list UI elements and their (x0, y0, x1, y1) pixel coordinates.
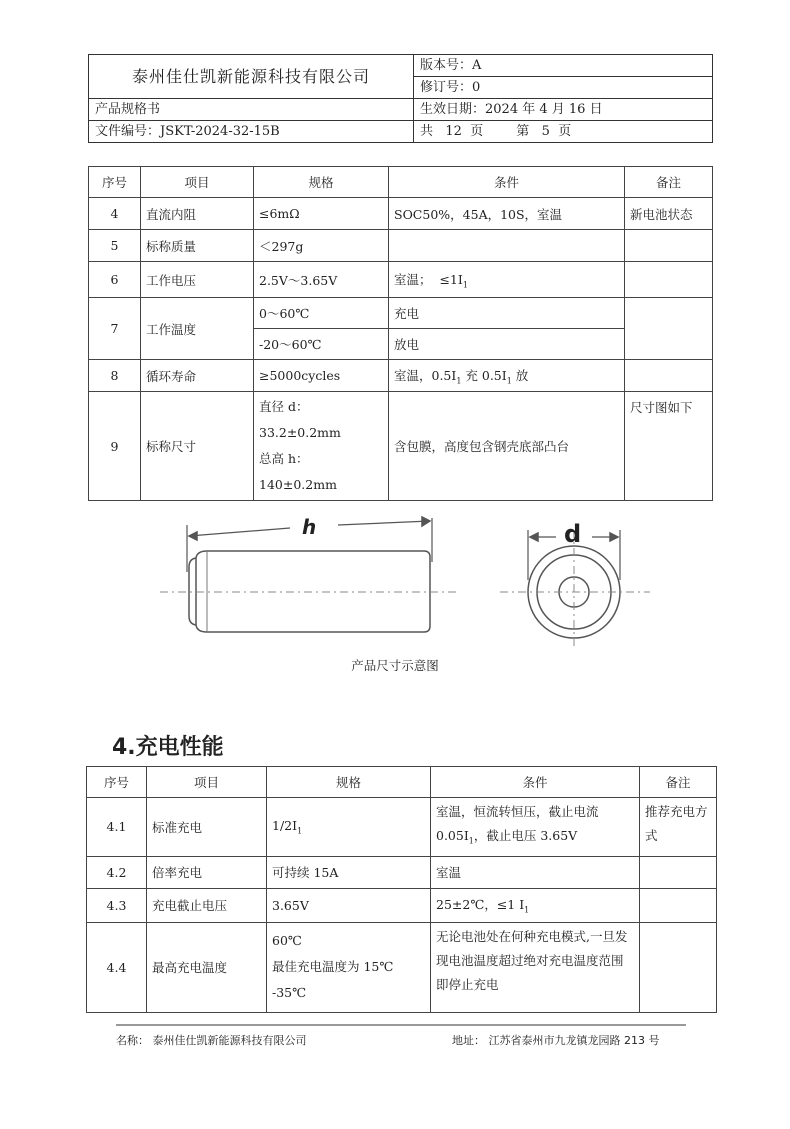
table-header-row (89, 167, 713, 198)
row-item: 最高充电温度 (147, 922, 267, 1012)
row-condition (431, 888, 640, 922)
section-title: 4.充电性能 (112, 735, 224, 760)
table-row (87, 798, 717, 857)
row-condition: 放电 (389, 329, 625, 360)
revision-label: 修订号： (420, 80, 473, 95)
diagram-caption: 产品尺寸示意图 (351, 658, 439, 673)
document-header (88, 54, 713, 143)
header-spec: 规格 (267, 767, 431, 798)
spec-line: 最佳充电温度为 15℃ (272, 959, 394, 974)
effective-label: 生效日期： (420, 102, 486, 117)
version-cell (414, 55, 713, 77)
row-no: 4.3 (87, 888, 147, 922)
row-note (640, 888, 717, 922)
condition-text: ，截止电压 3.65V (473, 828, 578, 843)
header-condition: 条件 (389, 167, 625, 198)
effective-date-cell (414, 99, 713, 121)
table-row (89, 392, 713, 501)
header-note: 备注 (625, 167, 713, 198)
row-spec: ≤6mΩ (254, 198, 389, 230)
condition-line: 室温，恒流转恒压，截止电流 (436, 804, 599, 819)
spec-text: 1/2I (272, 818, 298, 833)
row-note (625, 262, 713, 298)
footer-company: 名称： 泰州佳仕凯新能源科技有限公司 (116, 1034, 307, 1047)
header-item: 项目 (147, 767, 267, 798)
condition-text: 充 0.5I (461, 367, 507, 383)
subscript: 1 (524, 905, 530, 915)
row-condition: 无论电池处在何种充电模式,一旦发现电池温度超过绝对充电温度范围即停止充电 (431, 922, 640, 1012)
table-row (89, 262, 713, 298)
spec-line: 直径 d：33.2±0.2mm (259, 399, 341, 440)
table-row (89, 230, 713, 262)
condition-text: 室温； ≤1I (394, 271, 463, 287)
row-no: 9 (89, 392, 141, 501)
table-header-row (87, 767, 717, 798)
row-spec: ＜297g (254, 230, 389, 262)
row-condition: 室温 (431, 856, 640, 888)
doc-type: 产品规格书 (89, 99, 414, 121)
row-item: 循环寿命 (141, 360, 254, 392)
row-no: 4.4 (87, 922, 147, 1012)
header-no: 序号 (89, 167, 141, 198)
subscript: 1 (456, 376, 462, 386)
row-note (640, 922, 717, 1012)
condition-text: 25±2℃，≤1 I (436, 897, 525, 913)
header-note: 备注 (640, 767, 717, 798)
row-item: 标称尺寸 (141, 392, 254, 501)
row-spec: 可持续 15A (267, 856, 431, 888)
row-no: 4 (89, 198, 141, 230)
revision-cell (414, 77, 713, 99)
effective-value: 2024 年 4 月 16 日 (485, 102, 603, 117)
condition-text: 放 (511, 367, 529, 383)
row-condition: 含包膜，高度包含钢壳底部凸台 (389, 392, 625, 501)
condition-line (436, 824, 634, 854)
row-spec: ≥5000cycles (254, 360, 389, 392)
subscript: 1 (506, 376, 512, 386)
row-condition: 充电 (389, 298, 625, 329)
footer-divider (116, 1024, 686, 1026)
file-number-label: 文件编号： (95, 124, 161, 139)
table-row (89, 360, 713, 392)
subscript: 1 (297, 826, 303, 836)
row-condition (389, 262, 625, 298)
revision-value: 0 (472, 80, 481, 95)
h-label: h (302, 515, 317, 539)
version-label: 版本号： (420, 58, 473, 73)
header-condition: 条件 (431, 767, 640, 798)
header-spec: 规格 (254, 167, 389, 198)
row-no: 4.2 (87, 856, 147, 888)
footer-address: 地址： 江苏省泰州市九龙镇龙园路 213 号 (452, 1034, 660, 1047)
row-item: 充电截止电压 (147, 888, 267, 922)
table-row (87, 888, 717, 922)
subscript: 1 (462, 280, 468, 290)
row-note (625, 230, 713, 262)
row-note: 推荐充电方式 (640, 798, 717, 857)
row-spec: 0～60℃ (254, 298, 389, 329)
header-item: 项目 (141, 167, 254, 198)
file-number-value: JSKT-2024-32-15B (160, 124, 280, 139)
row-condition: SOC50%，45A，10S，室温 (389, 198, 625, 230)
row-no: 7 (89, 298, 141, 360)
row-note (625, 298, 713, 360)
header-no: 序号 (87, 767, 147, 798)
row-item: 标准充电 (147, 798, 267, 857)
version-value: A (472, 58, 482, 73)
row-spec (267, 922, 431, 1012)
row-item: 直流内阻 (141, 198, 254, 230)
file-number-cell (89, 121, 414, 143)
table-row (87, 922, 717, 1012)
row-no: 4.1 (87, 798, 147, 857)
row-no: 6 (89, 262, 141, 298)
row-condition (389, 230, 625, 262)
row-spec: 3.65V (267, 888, 431, 922)
row-note: 尺寸图如下 (625, 392, 713, 501)
row-spec: 2.5V～3.65V (254, 262, 389, 298)
spec-line: -35℃ (272, 985, 307, 1000)
table-row (89, 298, 713, 329)
table-row (87, 856, 717, 888)
spec-line: 60℃ (272, 933, 302, 948)
condition-text: 室温，0.5I (394, 367, 457, 383)
page-count: 共 12 页 第 5 页 (414, 121, 713, 143)
charge-table (86, 766, 717, 1013)
condition-text: 0.05I (436, 828, 469, 843)
row-item: 标称质量 (141, 230, 254, 262)
row-note (640, 856, 717, 888)
d-label: d (564, 520, 582, 548)
row-condition (389, 360, 625, 392)
company-name: 泰州佳仕凯新能源科技有限公司 (89, 55, 414, 99)
spec-table (88, 166, 713, 501)
row-condition (431, 798, 640, 857)
row-no: 8 (89, 360, 141, 392)
row-no: 5 (89, 230, 141, 262)
table-row (89, 198, 713, 230)
row-spec (254, 392, 389, 501)
dimension-diagram (0, 500, 790, 650)
spec-line: 总高 h：140±0.2mm (259, 451, 337, 492)
row-item: 工作温度 (141, 298, 254, 360)
row-note (625, 360, 713, 392)
row-item: 倍率充电 (147, 856, 267, 888)
row-spec (267, 798, 431, 857)
row-spec: -20～60℃ (254, 329, 389, 360)
row-note: 新电池状态 (625, 198, 713, 230)
row-item: 工作电压 (141, 262, 254, 298)
subscript: 1 (468, 836, 474, 846)
